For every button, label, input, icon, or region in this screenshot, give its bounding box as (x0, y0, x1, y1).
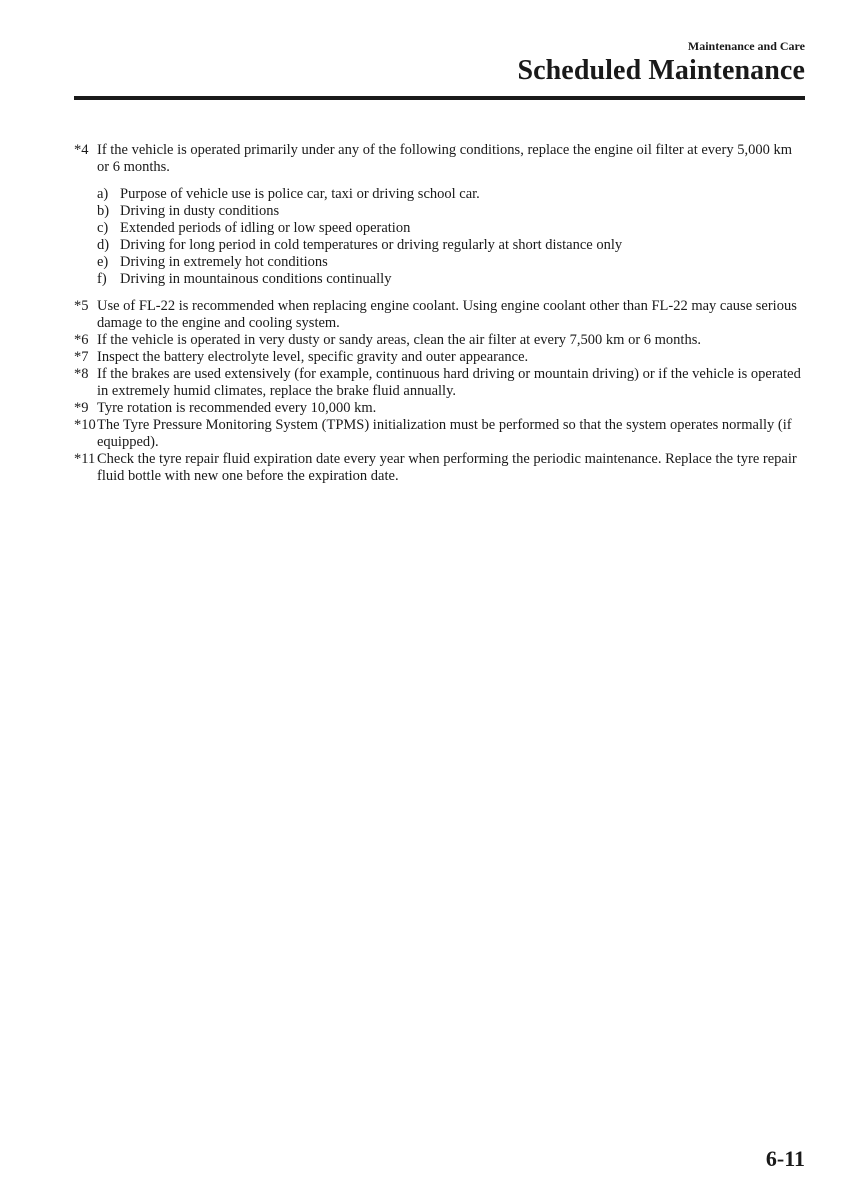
footnote-7 (74, 349, 805, 366)
list-marker: e) (97, 254, 109, 270)
list-item (97, 254, 805, 271)
list-marker: a) (97, 186, 109, 202)
list-item-text: Driving for long period in cold temperatures or driving regularly at short distance only (120, 237, 623, 253)
footnote-text: Inspect the battery electrolyte level, specific gravity and outer appearance. (97, 349, 529, 365)
footnote-text: Use of FL-22 is recommended when replacing engine coolant. Using engine coolant other than FL-22 may cause serious damage to the engine and cooling system. (97, 298, 797, 331)
footnote-marker: *9 (74, 400, 89, 416)
footnote-text: If the brakes are used extensively (for example, continuous hard driving or mountain driving) or if the vehicle is operated in extremely humid climates, replace the brake fluid annually. (97, 366, 801, 399)
footnote-text: Check the tyre repair fluid expiration date every year when performing the periodic maintenance. Replace the tyre repair fluid bottle with new one before the expiration date. (97, 451, 797, 484)
page-title: Scheduled Maintenance (517, 55, 805, 86)
page-header (517, 39, 805, 87)
footnote-marker: *5 (74, 298, 89, 314)
footnote-10 (74, 417, 805, 451)
header-divider (74, 96, 805, 100)
list-marker: c) (97, 220, 109, 236)
list-item-text: Extended periods of idling or low speed operation (120, 220, 411, 236)
section-label: Maintenance and Care (687, 39, 805, 53)
list-item-text: Driving in dusty conditions (120, 203, 280, 219)
footnote-text: If the vehicle is operated in very dusty or sandy areas, clean the air filter at every 7,500 km or 6 months. (97, 332, 701, 348)
footnotes-section (74, 142, 805, 485)
list-item (97, 237, 805, 254)
footnote-text: Tyre rotation is recommended every 10,000 km. (97, 400, 377, 416)
footnote-marker: *8 (74, 366, 89, 382)
footnote-8 (74, 366, 805, 400)
list-item-text: Driving in mountainous conditions continually (120, 271, 392, 287)
list-item (97, 271, 805, 288)
list-item (97, 186, 805, 203)
footnote-text: If the vehicle is operated primarily under any of the following conditions, replace the engine oil filter at every 5,000 km or 6 months. (97, 142, 792, 175)
list-marker: d) (97, 237, 110, 253)
list-item-text: Driving in extremely hot conditions (120, 254, 328, 270)
footnote-text: The Tyre Pressure Monitoring System (TPMS) initialization must be performed so that the system operates normally (if equipped). (97, 417, 792, 450)
footnote-6 (74, 332, 805, 349)
footnote-marker: *11 (74, 451, 96, 467)
footnote-5 (74, 298, 805, 332)
footnote-marker: *7 (74, 349, 89, 365)
footnote-4 (74, 142, 805, 176)
list-item (97, 220, 805, 237)
list-item (97, 203, 805, 220)
footnote-marker: *6 (74, 332, 89, 348)
footnote-11 (74, 451, 805, 485)
list-item-text: Purpose of vehicle use is police car, taxi or driving school car. (120, 186, 480, 202)
footnote-9 (74, 400, 805, 417)
condition-list (74, 186, 805, 288)
footnote-marker: *10 (74, 417, 96, 433)
list-marker: b) (97, 203, 110, 219)
list-marker: f) (97, 271, 107, 287)
page-number: 6-11 (765, 1146, 805, 1171)
footnote-marker: *4 (74, 142, 89, 158)
